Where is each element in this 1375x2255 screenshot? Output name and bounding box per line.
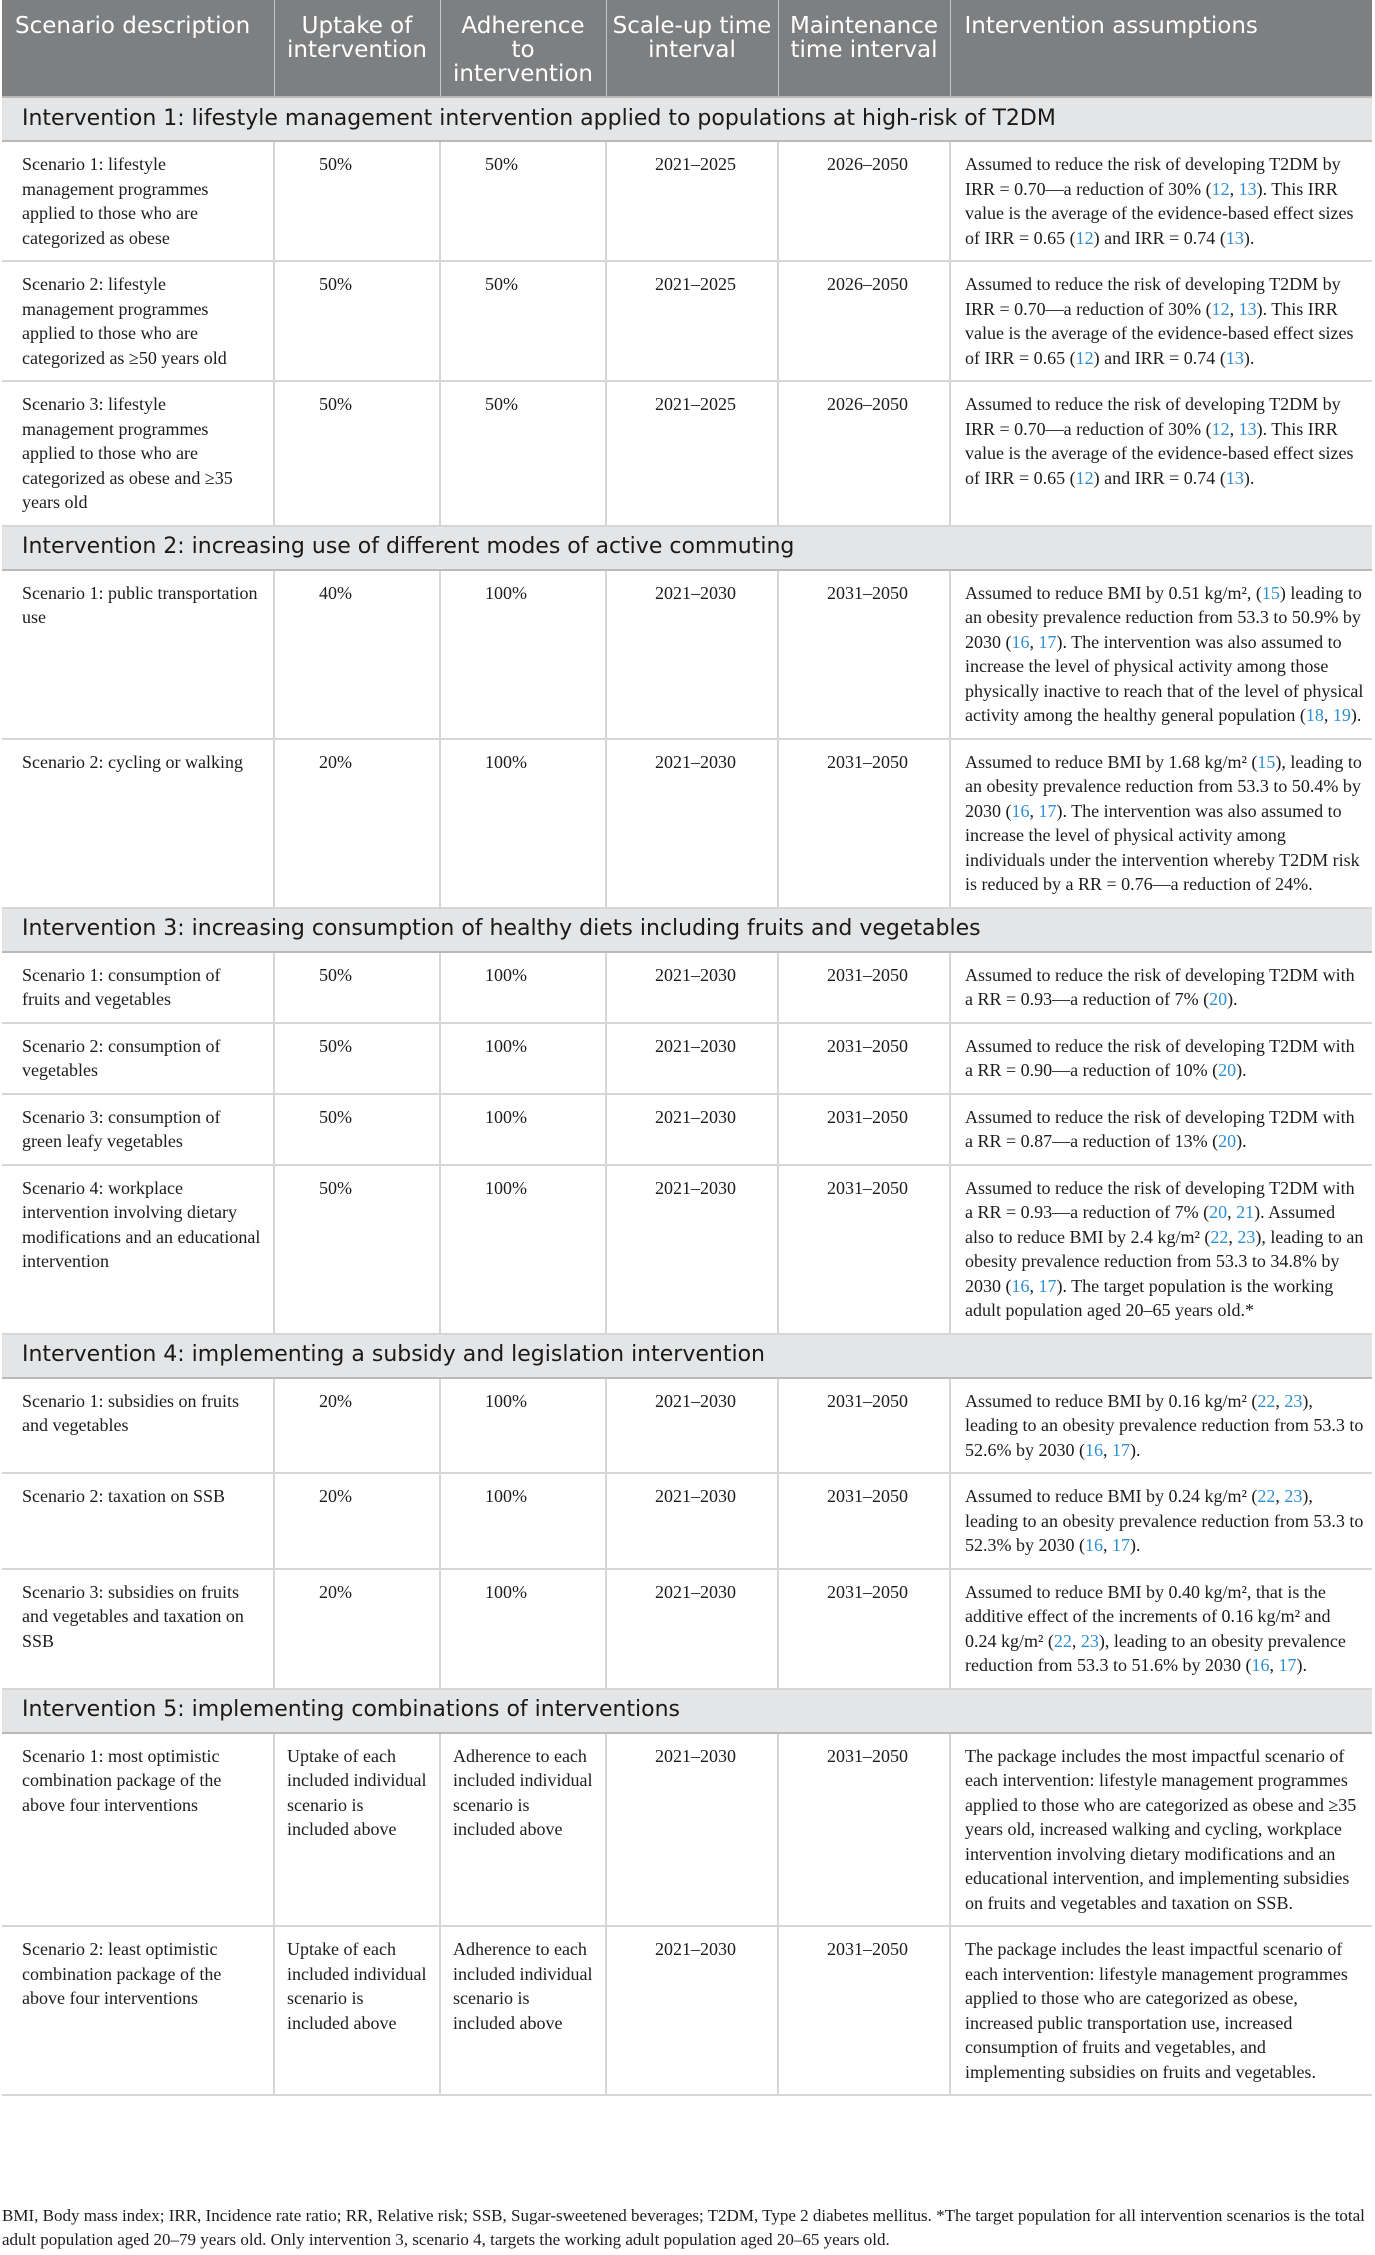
assumptions-cell: Assumed to reduce the risk of developing T2DM with a RR = 0.93—a reduction of 7% (20). [950,952,1372,1023]
reference-link[interactable]: 12 [1075,347,1094,368]
scenario-description-cell: Scenario 3: lifestyle management programmes applied to those who are categorized as obese and ≥35 years old [2,381,274,526]
col-header-description: Scenario description [2,0,274,97]
table-row [2,261,1372,381]
reference-link[interactable]: 23 [1284,1486,1303,1506]
reference-link[interactable]: 16 [1085,1535,1103,1555]
scaleup-cell: 2021–2030 [606,1378,778,1474]
reference-link[interactable]: 12 [1075,227,1094,248]
reference-link[interactable]: 12 [1075,467,1094,488]
scenario-description-cell: Scenario 2: lifestyle management programmes applied to those who are categorized as ≥50 years old [2,261,274,381]
adherence-cell: 100% [440,952,606,1023]
scaleup-cell: 2021–2025 [606,381,778,526]
col-header-scaleup: Scale-up time interval [606,0,778,97]
reference-link[interactable]: 22 [1257,1486,1276,1506]
scenario-description-cell: Scenario 1: lifestyle management programmes applied to those who are categorized as obese [2,141,274,261]
maintenance-cell: 2031–2050 [778,1378,950,1474]
assumptions-cell: The package includes the most impactful scenario of each intervention: lifestyle management programmes applied to those who are categorized as obese and ≥35 years old, increased walking and cycling, workplace intervention involving dietary modifications and an educational intervention, and implementing subsidies on fruits and vegetables and taxation on SSB. [950,1733,1372,1927]
assumptions-cell: Assumed to reduce BMI by 0.24 kg/m² (22, 23), leading to an obesity prevalence reduction from 53.3 to 52.3% by 2030 (16, 17). [950,1473,1372,1569]
reference-link[interactable]: 17 [1112,1535,1130,1555]
assumptions-cell: Assumed to reduce the risk of developing T2DM with a RR = 0.90—a reduction of 10% (20). [950,1023,1372,1094]
table-container [2,0,1372,2096]
table-footnote: BMI, Body mass index; IRR, Incidence rate ratio; RR, Relative risk; SSB, Sugar-sweetened beverages; T2DM, Type 2 diabetes mellitus. *The target population for all intervention scenarios is the total adult population aged 20–79 years old. Only intervention 3, scenario 4, targets the working adult population aged 20–65 years old. [2,2206,1365,2249]
scenario-description-cell: Scenario 1: public transportation use [2,570,274,739]
adherence-cell: 50% [440,261,606,381]
reference-link[interactable]: 16 [1251,1655,1270,1675]
scaleup-cell: 2021–2025 [606,141,778,261]
intervention-group-row [2,1689,1372,1733]
assumptions-cell: Assumed to reduce BMI by 0.51 kg/m², (15) leading to an obesity prevalence reduction from 53.3 to 50.9% by 2030 (16, 17). The intervention was also assumed to increase the level of physical activity among those physically inactive to reach that of the level of physical activity among the healthy general population (18, 19). [950,570,1372,739]
maintenance-cell: 2031–2050 [778,1733,950,1927]
maintenance-cell: 2031–2050 [778,1094,950,1165]
reference-link[interactable]: 12 [1211,178,1230,199]
uptake-cell: 20% [274,1569,440,1689]
reference-link[interactable]: 23 [1284,1390,1303,1411]
scaleup-cell: 2021–2030 [606,1094,778,1165]
uptake-cell: 50% [274,381,440,526]
adherence-cell: 100% [440,1378,606,1474]
scenario-description-cell: Scenario 2: least optimistic combination package of the above four interventions [2,1926,274,2095]
intervention-group-title: Intervention 5: implementing combinations of interventions [2,1689,1372,1733]
reference-link[interactable]: 12 [1211,418,1230,439]
maintenance-cell: 2031–2050 [778,570,950,739]
reference-link[interactable]: 19 [1332,705,1351,725]
scaleup-cell: 2021–2030 [606,1165,778,1334]
assumptions-cell: Assumed to reduce the risk of developing T2DM with a RR = 0.87—a reduction of 13% (20). [950,1094,1372,1165]
scenario-description-cell: Scenario 3: consumption of green leafy vegetables [2,1094,274,1165]
reference-link[interactable]: 21 [1236,1202,1255,1222]
col-header-maintenance: Maintenance time interval [778,0,950,97]
reference-link[interactable]: 20 [1218,1131,1237,1151]
maintenance-cell: 2026–2050 [778,381,950,526]
intervention-group-row [2,97,1372,141]
reference-link[interactable]: 20 [1209,1202,1228,1222]
uptake-cell: 40% [274,570,440,739]
adherence-cell: Adherence to each included individual scenario is included above [440,1926,606,2095]
scaleup-cell: 2021–2030 [606,952,778,1023]
scenario-table [2,0,1372,2096]
reference-link[interactable]: 23 [1237,1226,1256,1247]
table-row [2,1378,1372,1474]
uptake-cell: Uptake of each included individual scenario is included above [274,1926,440,2095]
reference-link[interactable]: 15 [1261,582,1280,603]
reference-link[interactable]: 18 [1305,705,1324,725]
table-row [2,1473,1372,1569]
reference-link[interactable]: 13 [1238,418,1257,439]
adherence-cell: 100% [440,1165,606,1334]
uptake-cell: 50% [274,952,440,1023]
reference-link[interactable]: 20 [1218,1060,1237,1080]
scaleup-cell: 2021–2030 [606,1569,778,1689]
table-row [2,381,1372,526]
header-row [2,0,1372,97]
reference-link[interactable]: 22 [1210,1226,1229,1247]
maintenance-cell: 2031–2050 [778,1165,950,1334]
table-row [2,1023,1372,1094]
uptake-cell: 20% [274,1473,440,1569]
scenario-description-cell: Scenario 4: workplace intervention involving dietary modifications and an educational intervention [2,1165,274,1334]
maintenance-cell: 2031–2050 [778,1023,950,1094]
scaleup-cell: 2021–2030 [606,1023,778,1094]
reference-link[interactable]: 17 [1038,800,1057,821]
table-row [2,1165,1372,1334]
table-body [2,97,1372,2095]
adherence-cell: 50% [440,141,606,261]
scenario-description-cell: Scenario 1: most optimistic combination package of the above four interventions [2,1733,274,1927]
uptake-cell: 50% [274,141,440,261]
reference-link[interactable]: 16 [1011,631,1030,652]
assumptions-cell: Assumed to reduce BMI by 0.40 kg/m², that is the additive effect of the increments of 0.16 kg/m² and 0.24 kg/m² (22, 23), leading to an obesity prevalence reduction from 53.3 to 51.6% by 2030 (16, 17). [950,1569,1372,1689]
adherence-cell: 100% [440,1023,606,1094]
scaleup-cell: 2021–2030 [606,1926,778,2095]
reference-link[interactable]: 22 [1053,1630,1072,1651]
table-row [2,1926,1372,2095]
maintenance-cell: 2031–2050 [778,952,950,1023]
scenario-description-cell: Scenario 1: subsidies on fruits and vegetables [2,1378,274,1474]
adherence-cell: 100% [440,1094,606,1165]
table-row [2,1569,1372,1689]
maintenance-cell: 2031–2050 [778,1926,950,2095]
intervention-group-title: Intervention 2: increasing use of different modes of active commuting [2,526,1372,570]
table-row [2,141,1372,261]
reference-link[interactable]: 16 [1011,1275,1030,1296]
reference-link[interactable]: 13 [1225,227,1244,248]
reference-link[interactable]: 13 [1225,347,1244,368]
reference-link[interactable]: 12 [1211,298,1230,319]
intervention-group-title: Intervention 1: lifestyle management intervention applied to populations at high-risk of T2DM [2,97,1372,141]
assumptions-cell: Assumed to reduce the risk of developing T2DM by IRR = 0.70—a reduction of 30% (12, 13). This IRR value is the average of the evidence-based effect sizes of IRR = 0.65 (12) and IRR = 0.74 (13). [950,381,1372,526]
assumptions-cell: The package includes the least impactful scenario of each intervention: lifestyle management programmes applied to those who are categorized as obese, increased public transportation use, increased consumption of fruits and vegetables, and implementing subsidies on fruits and vegetables. [950,1926,1372,2095]
reference-link[interactable]: 13 [1238,298,1257,319]
adherence-cell: 50% [440,381,606,526]
reference-link[interactable]: 17 [1038,1275,1057,1296]
maintenance-cell: 2026–2050 [778,261,950,381]
maintenance-cell: 2031–2050 [778,739,950,908]
scenario-description-cell: Scenario 1: consumption of fruits and vegetables [2,952,274,1023]
reference-link[interactable]: 17 [1278,1655,1297,1675]
uptake-cell: Uptake of each included individual scenario is included above [274,1733,440,1927]
uptake-cell: 50% [274,1094,440,1165]
scenario-description-cell: Scenario 2: cycling or walking [2,739,274,908]
adherence-cell: 100% [440,570,606,739]
maintenance-cell: 2031–2050 [778,1473,950,1569]
assumptions-cell: Assumed to reduce the risk of developing T2DM with a RR = 0.93—a reduction of 7% (20, 21). Assumed also to reduce BMI by 2.4 kg/m² (22, 23), leading to an obesity prevalence reduction from 53.3 to 34.8% by 2030 (16, 17). The target population is the working adult population aged 20–65 years old.* [950,1165,1372,1334]
table-row [2,1094,1372,1165]
reference-link[interactable]: 16 [1011,800,1030,821]
reference-link[interactable]: 13 [1225,467,1244,488]
reference-link[interactable]: 16 [1085,1439,1103,1460]
table-row [2,1733,1372,1927]
reference-link[interactable]: 15 [1257,751,1276,772]
table-row [2,570,1372,739]
scaleup-cell: 2021–2030 [606,1733,778,1927]
scenario-description-cell: Scenario 3: subsidies on fruits and vegetables and taxation on SSB [2,1569,274,1689]
intervention-group-row [2,526,1372,570]
reference-link[interactable]: 17 [1112,1439,1130,1460]
reference-link[interactable]: 23 [1080,1630,1099,1651]
assumptions-cell: Assumed to reduce BMI by 0.16 kg/m² (22, 23), leading to an obesity prevalence reduction from 53.3 to 52.6% by 2030 (16, 17). [950,1378,1372,1474]
uptake-cell: 50% [274,1165,440,1334]
scaleup-cell: 2021–2030 [606,1473,778,1569]
col-header-adherence: Adherence to intervention [440,0,606,97]
assumptions-cell: Assumed to reduce the risk of developing T2DM by IRR = 0.70—a reduction of 30% (12, 13). This IRR value is the average of the evidence-based effect sizes of IRR = 0.65 (12) and IRR = 0.74 (13). [950,261,1372,381]
maintenance-cell: 2026–2050 [778,141,950,261]
intervention-group-title: Intervention 4: implementing a subsidy and legislation intervention [2,1334,1372,1378]
col-header-uptake: Uptake of intervention [274,0,440,97]
assumptions-cell: Assumed to reduce BMI by 1.68 kg/m² (15), leading to an obesity prevalence reduction from 53.3 to 50.4% by 2030 (16, 17). The intervention was also assumed to increase the level of physical activity among individuals under the intervention whereby T2DM risk is reduced by a RR = 0.76—a reduction of 24%. [950,739,1372,908]
maintenance-cell: 2031–2050 [778,1569,950,1689]
reference-link[interactable]: 13 [1238,178,1257,199]
adherence-cell: 100% [440,1569,606,1689]
intervention-group-row [2,908,1372,952]
adherence-cell: 100% [440,739,606,908]
reference-link[interactable]: 20 [1209,989,1228,1009]
table-row [2,739,1372,908]
reference-link[interactable]: 22 [1257,1390,1276,1411]
scaleup-cell: 2021–2025 [606,261,778,381]
adherence-cell: Adherence to each included individual scenario is included above [440,1733,606,1927]
uptake-cell: 20% [274,739,440,908]
uptake-cell: 20% [274,1378,440,1474]
intervention-group-title: Intervention 3: increasing consumption of healthy diets including fruits and vegetables [2,908,1372,952]
scenario-description-cell: Scenario 2: taxation on SSB [2,1473,274,1569]
intervention-group-row [2,1334,1372,1378]
scenario-description-cell: Scenario 2: consumption of vegetables [2,1023,274,1094]
uptake-cell: 50% [274,1023,440,1094]
adherence-cell: 100% [440,1473,606,1569]
reference-link[interactable]: 17 [1038,631,1057,652]
assumptions-cell: Assumed to reduce the risk of developing T2DM by IRR = 0.70—a reduction of 30% (12, 13). This IRR value is the average of the evidence-based effect sizes of IRR = 0.65 (12) and IRR = 0.74 (13). [950,141,1372,261]
scaleup-cell: 2021–2030 [606,739,778,908]
uptake-cell: 50% [274,261,440,381]
table-row [2,952,1372,1023]
scaleup-cell: 2021–2030 [606,570,778,739]
col-header-assumptions: Intervention assumptions [950,0,1372,97]
